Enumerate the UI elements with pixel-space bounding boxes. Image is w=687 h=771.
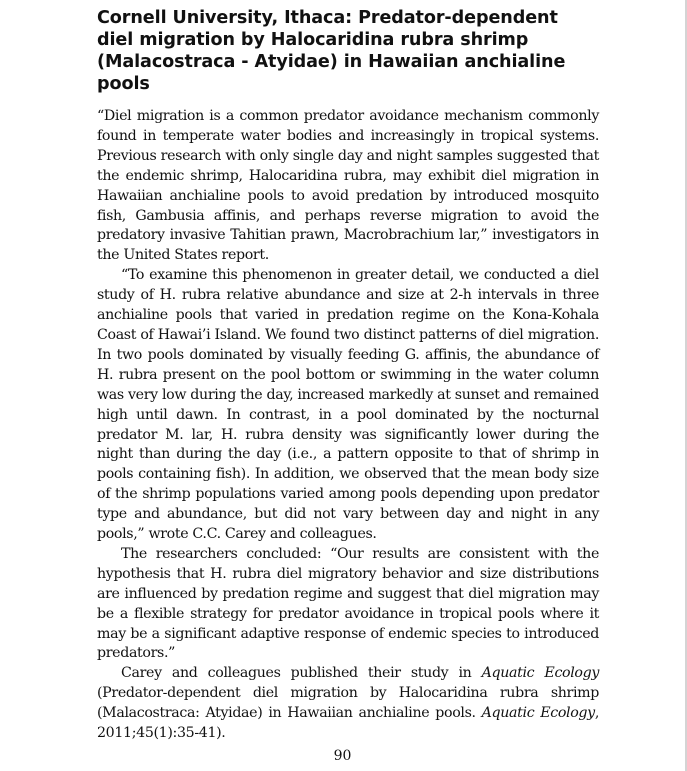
paragraph-study-details: “To examine this phenomenon in greater detail, we conducted a diel study of H. rubra relative abundance and size at 2-h intervals in three anchialine pools that varied in predation regime on the Kona-Kohala Coast of Hawai’i Island. We found two distinct patterns of diel migration. In two pools dominated by visually feeding G. affinis, the abundance of H. rubra present on the pool bottom or swimming in the water column was very low during the day, increased markedly at sunset and remained high until dawn. In contrast, in a pool dominated by the nocturnal predator M. lar, H. rubra density was significantly lower during the night than during the day (i.e., a pattern opposite to that of shrimp in pools containing fish). In addition, we observed that the mean body size of the shrimp populations varied among pools depending upon predator type and abundance, but did not vary between day and night in any pools,” wrote C.C. Carey and colleagues.: [97, 267, 599, 543]
citation-article-title: (Predator-dependent diel migration by Halocaridina rubra shrimp (Malacostraca: Atyidae) in Hawaiian anchialine pools.: [97, 685, 599, 722]
citation-volume-pages: , 2011;45(1):35-41).: [97, 705, 599, 742]
paragraph-citation: [97, 664, 599, 744]
paragraph-conclusion: The researchers concluded: “Our results are consistent with the hypothesis that H. rubra diel migratory behavior and size distributions are influenced by predation regime and suggest that diel migration may be a flexible strategy for predator avoidance in tropical pools where it may be a significant adaptive response of endemic species to introduced predators.”: [97, 545, 599, 662]
citation-journal-name-2: Aquatic Ecology: [481, 705, 595, 722]
paragraph-intro-quote: “Diel migration is a common predator avoidance mechanism commonly found in temperate water bodies and increasingly in tropical systems. Previous research with only single day and night samples suggested that the endemic shrimp, Halocaridina rubra, may exhibit diel migration in Hawaiian anchialine pools to avoid predation by introduced mosquito fish, Gambusia affinis, and perhaps reverse migration to avoid the predatory invasive Tahitian prawn, Macrobrachium lar,” investigators in the United States report.: [97, 108, 599, 264]
article: [97, 7, 599, 744]
citation-journal-name: Aquatic Ecology: [481, 665, 600, 682]
article-title: Cornell University, Ithaca: Predator-dependent diel migration by Halocaridina rubra shrimp (Malacostraca - Atyidae) in Hawaiian anchialine pools: [97, 8, 566, 94]
citation-lead: Carey and colleagues published their study in: [121, 665, 482, 682]
page-number: 90: [333, 748, 352, 764]
